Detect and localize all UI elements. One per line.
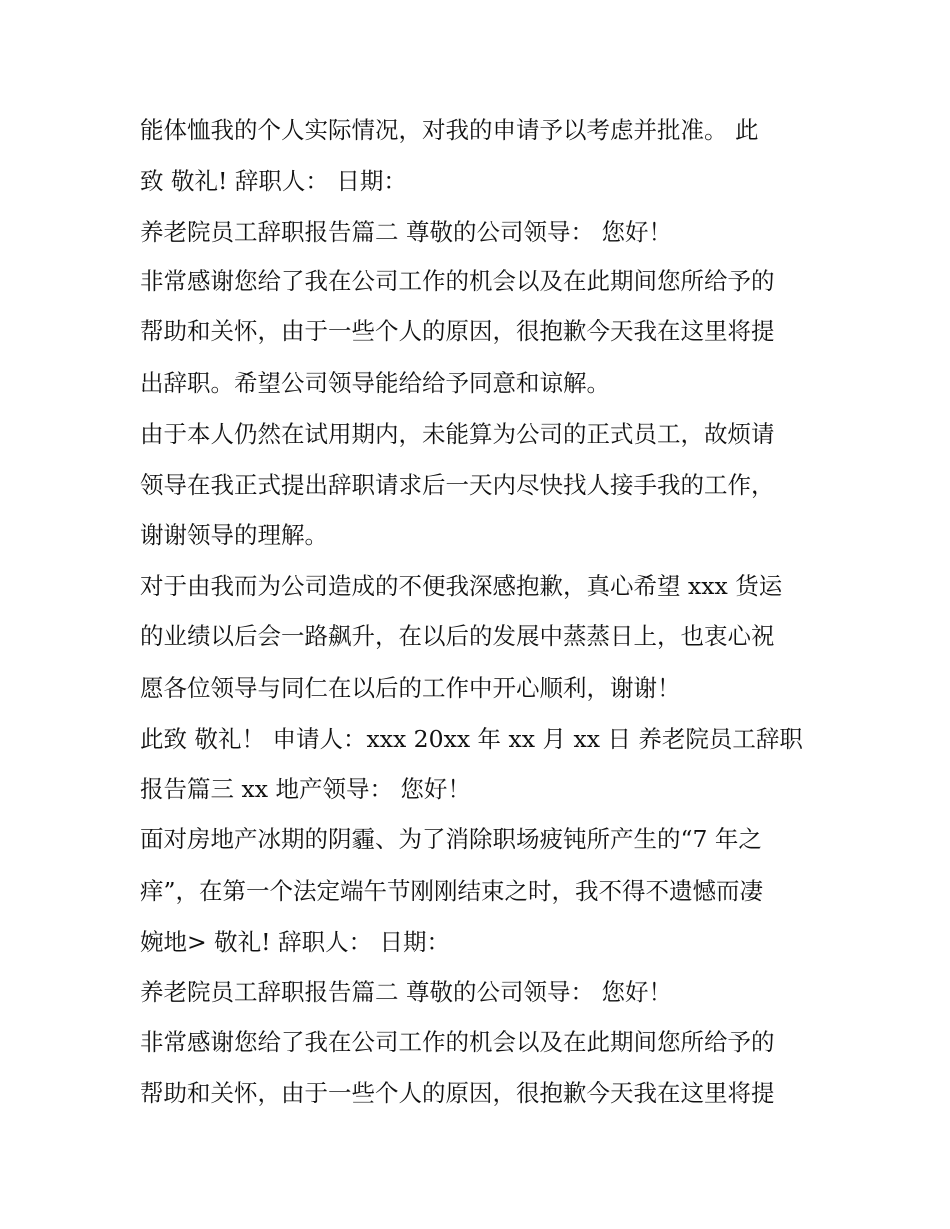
text-line: 的业绩以后会一路飙升，在以后的发展中蒸蒸日上，也衷心祝 (140, 622, 775, 650)
text-line: 致 敬礼! 辞职人： 日期： (140, 167, 407, 195)
text-line: 出辞职。希望公司领导能给给予同意和谅解。 (140, 369, 610, 397)
text-line: 养老院员工辞职报告篇二 尊敬的公司领导： 您好！ (140, 978, 672, 1006)
text-line: 由于本人仍然在试用期内，未能算为公司的正式员工，故烦请 (140, 420, 775, 448)
text-line: 帮助和关怀，由于一些个人的原因，很抱歉今天我在这里将提 (140, 1079, 775, 1107)
text-line: 报告篇三 xx 地产领导： 您好！ (140, 775, 471, 803)
text-line: 愿各位领导与同仁在以后的工作中开心顺利，谢谢！ (140, 674, 681, 702)
text-line: 痒”，在第一个法定端午节刚刚结束之时，我不得不遗憾而凄 (140, 877, 764, 905)
text-line: 非常感谢您给了我在公司工作的机会以及在此期间您所给予的 (140, 267, 775, 295)
text-line: 领导在我正式提出辞职请求后一天内尽快找人接手我的工作， (140, 471, 775, 499)
text-line: 养老院员工辞职报告篇二 尊敬的公司领导： 您好！ (140, 218, 672, 246)
text-line: 谢谢领导的理解。 (140, 521, 328, 549)
text-line: 此致 敬礼！ 申请人：xxx 20xx 年 xx 月 xx 日 养老院员工辞职 (140, 725, 803, 753)
text-line: 能体恤我的个人实际情况，对我的申请予以考虑并批准。 此 (140, 116, 759, 144)
text-line: 婉地> 敬礼! 辞职人： 日期： (140, 928, 451, 956)
text-line: 对于由我而为公司造成的不便我深感抱歉，真心希望 xxx 货运 (140, 572, 783, 600)
text-line: 帮助和关怀，由于一些个人的原因，很抱歉今天我在这里将提 (140, 317, 775, 345)
text-line: 面对房地产冰期的阴霾、为了消除职场疲钝所产生的“7 年之 (140, 825, 762, 853)
text-line: 非常感谢您给了我在公司工作的机会以及在此期间您所给予的 (140, 1028, 775, 1056)
